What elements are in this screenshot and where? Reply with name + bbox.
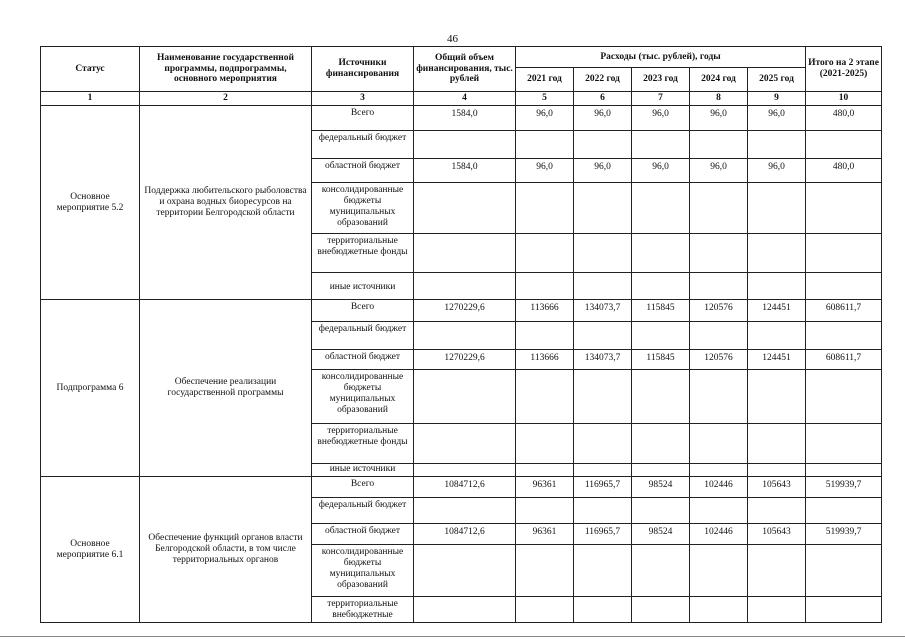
row-year-value [574,498,632,524]
column-number: 4 [414,92,516,106]
column-number: 2 [140,92,312,106]
row-itogo [806,131,882,159]
row-year-value [690,183,748,234]
row-year-value [574,183,632,234]
header-year: 2021 год [516,68,574,92]
row-source: областной бюджет [312,350,414,370]
row-source: Всего [312,300,414,322]
row-year-value [748,370,806,424]
row-source: территориальные внебюджетные фонды [312,424,414,464]
column-number: 9 [748,92,806,106]
row-year-value: 124451 [748,300,806,322]
row-total [414,597,516,623]
row-name: Поддержка любительского рыболовства и охрана водных биоресурсов на территории Белгородской области [140,106,312,300]
column-number: 7 [632,92,690,106]
row-total: 1270229,6 [414,350,516,370]
row-year-value: 134073,7 [574,350,632,370]
row-year-value [690,464,748,477]
header-expenses: Расходы (тыс. рублей), годы [516,47,806,68]
row-year-value [690,131,748,159]
row-itogo [806,370,882,424]
row-year-value [516,370,574,424]
row-year-value: 105643 [748,477,806,498]
row-source: федеральный бюджет [312,131,414,159]
row-source: федеральный бюджет [312,498,414,524]
row-itogo [806,498,882,524]
row-year-value: 96,0 [516,106,574,131]
table-row [41,106,882,131]
row-year-value [632,370,690,424]
row-itogo [806,424,882,464]
row-total [414,322,516,350]
header-total-volume: Общий объем финансирования, тыс. рублей [414,47,516,92]
column-number: 10 [806,92,882,106]
row-year-value: 96,0 [748,159,806,183]
header-sources: Источники финансирования [312,47,414,92]
row-year-value: 96361 [516,477,574,498]
row-year-value [516,597,574,623]
column-number: 5 [516,92,574,106]
row-year-value [690,424,748,464]
row-year-value [690,545,748,597]
row-itogo: 519939,7 [806,477,882,498]
row-total [414,545,516,597]
row-itogo [806,464,882,477]
row-year-value: 105643 [748,524,806,545]
row-year-value: 134073,7 [574,300,632,322]
row-year-value [574,131,632,159]
row-total [414,370,516,424]
row-year-value [574,545,632,597]
header-status: Статус [41,47,140,92]
header-year: 2022 год [574,68,632,92]
row-year-value [516,464,574,477]
row-year-value [632,322,690,350]
page-number: 46 [447,33,458,45]
row-source: федеральный бюджет [312,322,414,350]
row-status: Основное мероприятие 5.2 [41,106,140,300]
row-year-value [516,273,574,300]
row-year-value [574,370,632,424]
row-source: территориальные внебюджетные фонды [312,234,414,273]
row-itogo [806,597,882,623]
row-year-value: 116965,7 [574,524,632,545]
row-itogo: 608611,7 [806,300,882,322]
row-total [414,183,516,234]
row-itogo [806,234,882,273]
row-year-value [516,498,574,524]
row-year-value: 124451 [748,350,806,370]
table-row [41,300,882,322]
row-year-value [516,131,574,159]
row-year-value: 96,0 [632,159,690,183]
row-year-value [748,131,806,159]
row-year-value [516,183,574,234]
column-number-row [41,92,882,106]
page-bottom-divider [0,636,905,637]
row-year-value [632,424,690,464]
column-number: 6 [574,92,632,106]
row-year-value [574,234,632,273]
row-year-value: 102446 [690,524,748,545]
table-row [41,477,882,498]
row-year-value [516,322,574,350]
row-source: Всего [312,477,414,498]
row-itogo: 480,0 [806,106,882,131]
row-source: территориальные внебюджетные [312,597,414,623]
row-total: 1084712,6 [414,477,516,498]
row-year-value: 102446 [690,477,748,498]
row-year-value [748,183,806,234]
row-total [414,498,516,524]
row-year-value [574,273,632,300]
row-itogo: 519939,7 [806,524,882,545]
row-total: 1584,0 [414,159,516,183]
row-year-value [690,597,748,623]
row-year-value: 96,0 [748,106,806,131]
row-year-value [690,322,748,350]
row-year-value [632,464,690,477]
column-number: 3 [312,92,414,106]
row-source: консолидированные бюджеты муниципальных образований [312,545,414,597]
row-year-value [574,464,632,477]
row-source: консолидированные бюджеты муниципальных образований [312,370,414,424]
row-year-value [748,322,806,350]
row-name: Обеспечение функций органов власти Белгородской области, в том числе территориальных органов [140,477,312,623]
header-year: 2023 год [632,68,690,92]
row-year-value: 98524 [632,524,690,545]
header-itogo: Итого на 2 этапе (2021-2025) [806,47,882,92]
row-year-value [748,498,806,524]
row-year-value [690,370,748,424]
row-year-value [748,424,806,464]
row-total: 1270229,6 [414,300,516,322]
row-year-value [632,183,690,234]
row-total [414,424,516,464]
row-year-value [748,234,806,273]
row-year-value [748,545,806,597]
row-itogo [806,273,882,300]
row-year-value [748,464,806,477]
row-year-value: 113666 [516,350,574,370]
row-year-value: 115845 [632,350,690,370]
financing-table [40,46,882,623]
row-year-value [632,498,690,524]
row-year-value: 113666 [516,300,574,322]
row-year-value [632,234,690,273]
row-year-value: 96,0 [574,159,632,183]
header-year: 2025 год [748,68,806,92]
row-year-value: 96,0 [632,106,690,131]
row-itogo [806,183,882,234]
row-year-value: 115845 [632,300,690,322]
row-itogo: 480,0 [806,159,882,183]
row-year-value [632,597,690,623]
row-year-value [574,322,632,350]
row-total [414,273,516,300]
row-total [414,234,516,273]
row-year-value: 116965,7 [574,477,632,498]
row-source: иные источники [312,464,414,477]
row-year-value [632,273,690,300]
row-year-value [574,597,632,623]
row-year-value: 96,0 [690,159,748,183]
row-total [414,131,516,159]
column-number: 1 [41,92,140,106]
row-itogo [806,545,882,597]
row-year-value [574,424,632,464]
row-year-value [516,234,574,273]
row-year-value [748,597,806,623]
row-year-value: 96,0 [690,106,748,131]
row-source: иные источники [312,273,414,300]
row-year-value: 96,0 [516,159,574,183]
row-source: областной бюджет [312,159,414,183]
row-name: Обеспечение реализации государственной программы [140,300,312,477]
row-source: Всего [312,106,414,131]
row-year-value [516,424,574,464]
row-year-value: 98524 [632,477,690,498]
row-year-value [516,545,574,597]
row-total [414,464,516,477]
row-status: Основное мероприятие 6.1 [41,477,140,623]
row-year-value: 96361 [516,524,574,545]
row-year-value [690,234,748,273]
header-year: 2024 год [690,68,748,92]
header-name: Наименование государственной программы, подпрограммы, основного мероприятия [140,47,312,92]
row-status: Подпрограмма 6 [41,300,140,477]
row-year-value [632,131,690,159]
row-year-value [632,545,690,597]
row-year-value [748,273,806,300]
row-total: 1084712,6 [414,524,516,545]
row-source: областной бюджет [312,524,414,545]
row-year-value: 120576 [690,350,748,370]
row-year-value [690,273,748,300]
row-source: консолидированные бюджеты муниципальных образований [312,183,414,234]
row-year-value: 96,0 [574,106,632,131]
row-year-value: 120576 [690,300,748,322]
row-itogo: 608611,7 [806,350,882,370]
row-year-value [690,498,748,524]
column-number: 8 [690,92,748,106]
row-total: 1584,0 [414,106,516,131]
row-itogo [806,322,882,350]
